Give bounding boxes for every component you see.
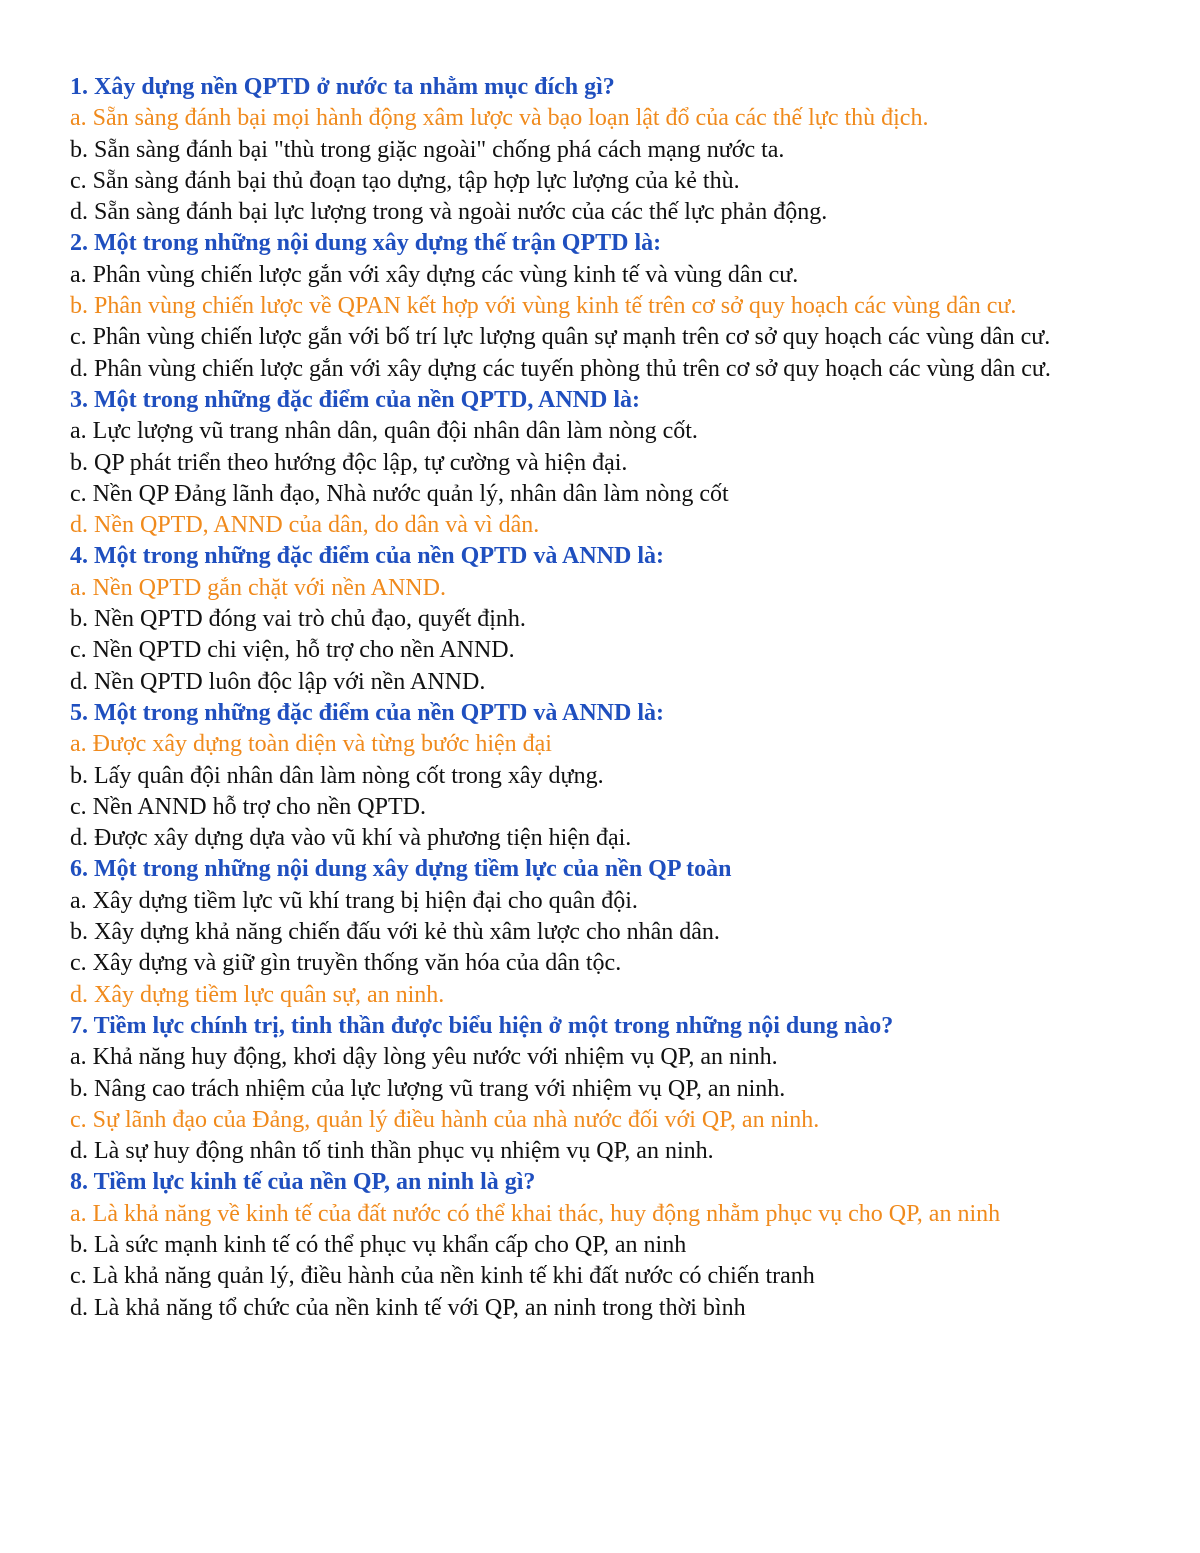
answer-option: b. Nền QPTD đóng vai trò chủ đạo, quyết định.: [70, 606, 526, 633]
answer-option: b. Nâng cao trách nhiệm của lực lượng vũ trang với nhiệm vụ QP, an ninh.: [70, 1075, 786, 1102]
answer-option: b. Xây dựng khả năng chiến đấu với kẻ thù xâm lược cho nhân dân.: [70, 919, 720, 946]
question-block: [70, 385, 1130, 541]
answer-option: d. Là sự huy động nhân tố tinh thần phục vụ nhiệm vụ QP, an ninh.: [70, 1138, 714, 1165]
answer-option: b. QP phát triển theo hướng độc lập, tự cường và hiện đại.: [70, 449, 628, 476]
answer-option-correct: a. Được xây dựng toàn diện và từng bước hiện đại: [70, 731, 552, 758]
question-title: 3. Một trong những đặc điểm của nền QPTD, ANND là:: [70, 386, 640, 413]
answer-option-correct: a. Là khả năng về kinh tế của đất nước có thể khai thác, huy động nhằm phục vụ cho QP, an ninh: [70, 1200, 1001, 1227]
question-block: [70, 698, 1130, 854]
answer-option-correct: c. Sự lãnh đạo của Đảng, quản lý điều hành của nhà nước đối với QP, an ninh.: [70, 1106, 820, 1133]
question-block: [70, 541, 1130, 697]
answer-option: c. Xây dựng và giữ gìn truyền thống văn hóa của dân tộc.: [70, 950, 622, 977]
question-title: 6. Một trong những nội dung xây dựng tiềm lực của nền QP toàn: [70, 856, 732, 883]
question-title: 7. Tiềm lực chính trị, tinh thần được biểu hiện ở một trong những nội dung nào?: [70, 1012, 894, 1039]
question-title: 8. Tiềm lực kinh tế của nền QP, an ninh là gì?: [70, 1169, 536, 1196]
answer-option: a. Xây dựng tiềm lực vũ khí trang bị hiện đại cho quân đội.: [70, 887, 638, 914]
answer-option: c. Nền QPTD chi viện, hỗ trợ cho nền ANND.: [70, 637, 515, 664]
answer-option: d. Sẵn sàng đánh bại lực lượng trong và ngoài nước của các thế lực phản động.: [70, 199, 828, 226]
question-block: [70, 1167, 1130, 1323]
question-title: 1. Xây dựng nền QPTD ở nước ta nhằm mục đích gì?: [70, 74, 615, 100]
answer-option: c. Là khả năng quản lý, điều hành của nền kinh tế khi đất nước có chiến tranh: [70, 1263, 815, 1290]
answer-option: b. Lấy quân đội nhân dân làm nòng cốt trong xây dựng.: [70, 762, 604, 789]
answer-option: d. Được xây dựng dựa vào vũ khí và phương tiện hiện đại.: [70, 825, 632, 852]
question-block: [70, 72, 1130, 228]
answer-option-correct: b. Phân vùng chiến lược về QPAN kết hợp với vùng kinh tế trên cơ sở quy hoạch các vùng dân cư.: [70, 293, 1017, 320]
answer-option: a. Lực lượng vũ trang nhân dân, quân đội nhân dân làm nòng cốt.: [70, 418, 698, 445]
answer-option: b. Là sức mạnh kinh tế có thể phục vụ khẩn cấp cho QP, an ninh: [70, 1231, 687, 1258]
answer-option: a. Phân vùng chiến lược gắn với xây dựng các vùng kinh tế và vùng dân cư.: [70, 261, 799, 288]
quiz-document: [70, 72, 1130, 1324]
answer-option-correct: d. Xây dựng tiềm lực quân sự, an ninh.: [70, 981, 445, 1008]
answer-option: b. Sẵn sàng đánh bại "thù trong giặc ngoài" chống phá cách mạng nước ta.: [70, 136, 785, 163]
question-block: [70, 1011, 1130, 1167]
answer-option: d. Là khả năng tổ chức của nền kinh tế với QP, an ninh trong thời bình: [70, 1294, 746, 1321]
question-title: 2. Một trong những nội dung xây dựng thế trận QPTD là:: [70, 230, 662, 257]
answer-option-correct: a. Nền QPTD gắn chặt với nền ANND.: [70, 574, 446, 601]
answer-option: c. Phân vùng chiến lược gắn với bố trí lực lượng quân sự mạnh trên cơ sở quy hoạch các vùng dân cư.: [70, 324, 1051, 351]
answer-option: d. Phân vùng chiến lược gắn với xây dựng các tuyến phòng thủ trên cơ sở quy hoạch các vùng dân cư.: [70, 355, 1051, 382]
answer-option-correct: a. Sẵn sàng đánh bại mọi hành động xâm lược và bạo loạn lật đổ của các thế lực thù địch.: [70, 105, 929, 132]
question-title: 4. Một trong những đặc điểm của nền QPTD và ANND là:: [70, 543, 664, 570]
question-block: [70, 854, 1130, 1010]
answer-option: d. Nền QPTD luôn độc lập với nền ANND.: [70, 668, 486, 695]
answer-option: c. Nền QP Đảng lãnh đạo, Nhà nước quản lý, nhân dân làm nòng cốt: [70, 480, 729, 507]
answer-option: c. Sẵn sàng đánh bại thủ đoạn tạo dựng, tập hợp lực lượng của kẻ thù.: [70, 167, 740, 194]
question-title: 5. Một trong những đặc điểm của nền QPTD và ANND là:: [70, 699, 664, 726]
question-block: [70, 228, 1130, 384]
answer-option-correct: d. Nền QPTD, ANND của dân, do dân và vì dân.: [70, 512, 540, 539]
answer-option: c. Nền ANND hỗ trợ cho nền QPTD.: [70, 793, 426, 820]
answer-option: a. Khả năng huy động, khơi dậy lòng yêu nước với nhiệm vụ QP, an ninh.: [70, 1044, 778, 1071]
